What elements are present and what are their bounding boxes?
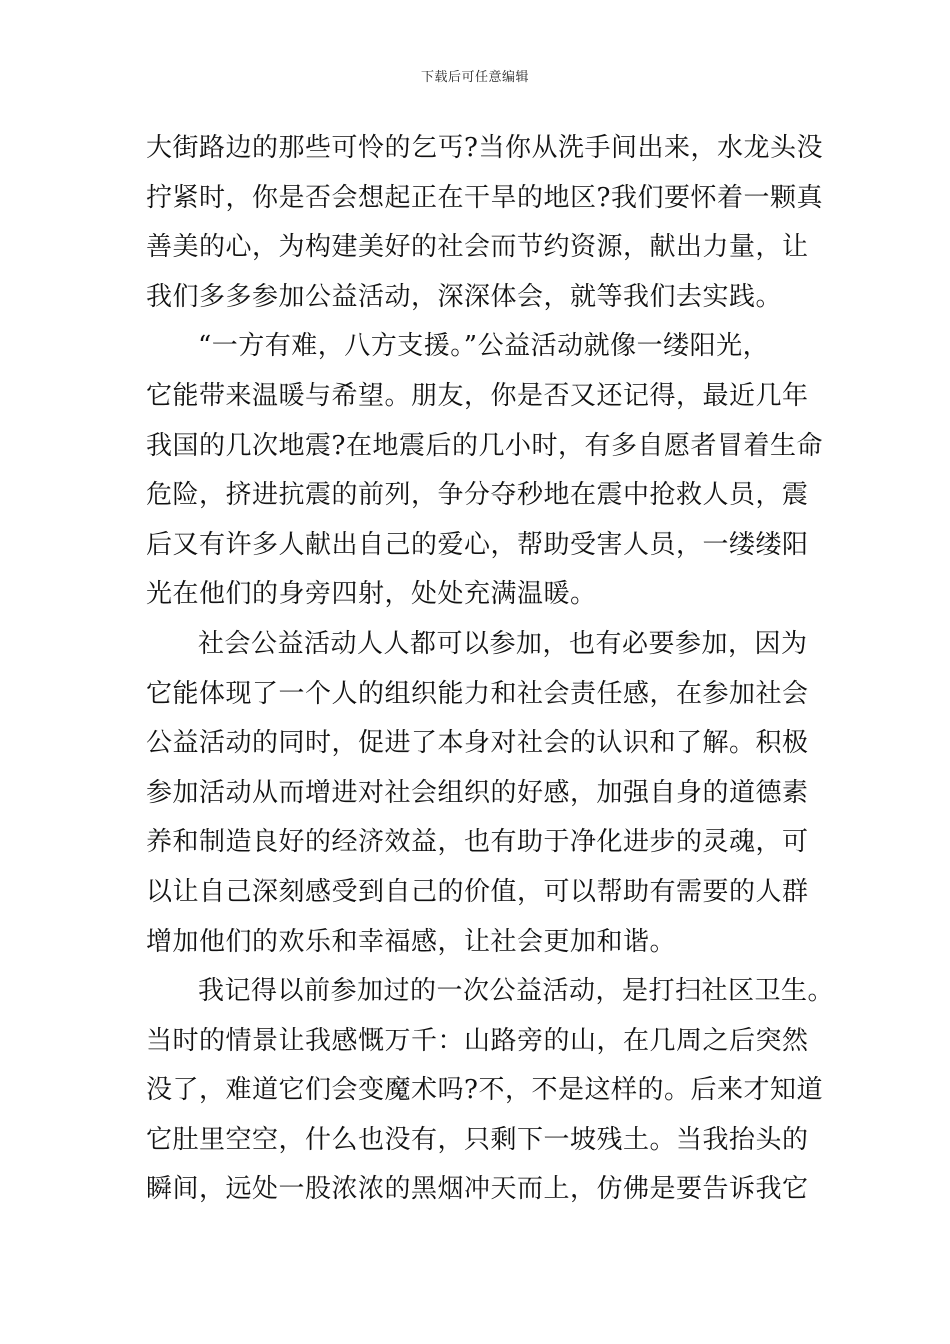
text-line: 大街路边的那些可怜的乞丐?当你从洗手间出来，水龙头没 xyxy=(146,133,823,163)
text-line: 后又有许多人献出自己的爱心，帮助受害人员，一缕缕阳 xyxy=(146,529,809,560)
page-header: 下载后可任意编辑 xyxy=(420,70,529,85)
text-line: 没了，难道它们会变魔术吗?不，不是这样的。后来才知道 xyxy=(146,1075,823,1106)
paragraph-first-line: 社会公益活动人人都可以参加，也有必要参加，因为 xyxy=(198,628,808,659)
text-line: 增加他们的欢乐和幸福感，让社会更加和谐。 xyxy=(146,926,677,957)
text-line: 养和制造良好的经济效益，也有助于净化进步的灵魂，可 xyxy=(146,827,809,858)
text-line: 我国的几次地震?在地震后的几小时，有多自愿者冒着生命 xyxy=(146,430,823,461)
text-line: 善美的心，为构建美好的社会而节约资源，献出力量，让 xyxy=(146,232,809,263)
text-line: 当时的情景让我感慨万千：山路旁的山，在几周之后突然 xyxy=(146,1025,809,1056)
text-line: 它能体现了一个人的组织能力和社会责任感，在参加社会 xyxy=(146,678,809,709)
paragraph-first-line: 我记得以前参加过的一次公益活动，是打扫社区卫生。 xyxy=(198,976,835,1007)
text-line: 它能带来温暖与希望。朋友，你是否又还记得，最近几年 xyxy=(146,380,809,411)
text-line: 它肚里空空，什么也没有，只剩下一坡残土。当我抬头的 xyxy=(146,1124,809,1155)
text-line: 拧紧时，你是否会想起正在干旱的地区?我们要怀着一颗真 xyxy=(146,182,823,213)
text-line: 我们多多参加公益活动，深深体会，就等我们去实践。 xyxy=(146,281,783,312)
text-line: 危险，挤进抗震的前列，争分夺秒地在震中抢救人员，震 xyxy=(146,480,809,511)
text-line: 瞬间，远处一股浓浓的黑烟冲天而上，仿佛是要告诉我它 xyxy=(146,1174,809,1205)
text-line: 参加活动从而增进对社会组织的好感，加强自身的道德素 xyxy=(146,777,809,808)
text-line: 公益活动的同时，促进了本身对社会的认识和了解。积极 xyxy=(146,728,809,759)
paragraph-first-line: “一方有难，八方支援。”公益活动就像一缕阳光， xyxy=(198,331,770,362)
text-line: 以让自己深刻感受到自己的价值，可以帮助有需要的人群 xyxy=(146,876,809,907)
document-body xyxy=(146,124,835,1215)
text-line: 光在他们的身旁四射，处处充满温暖。 xyxy=(146,579,597,610)
